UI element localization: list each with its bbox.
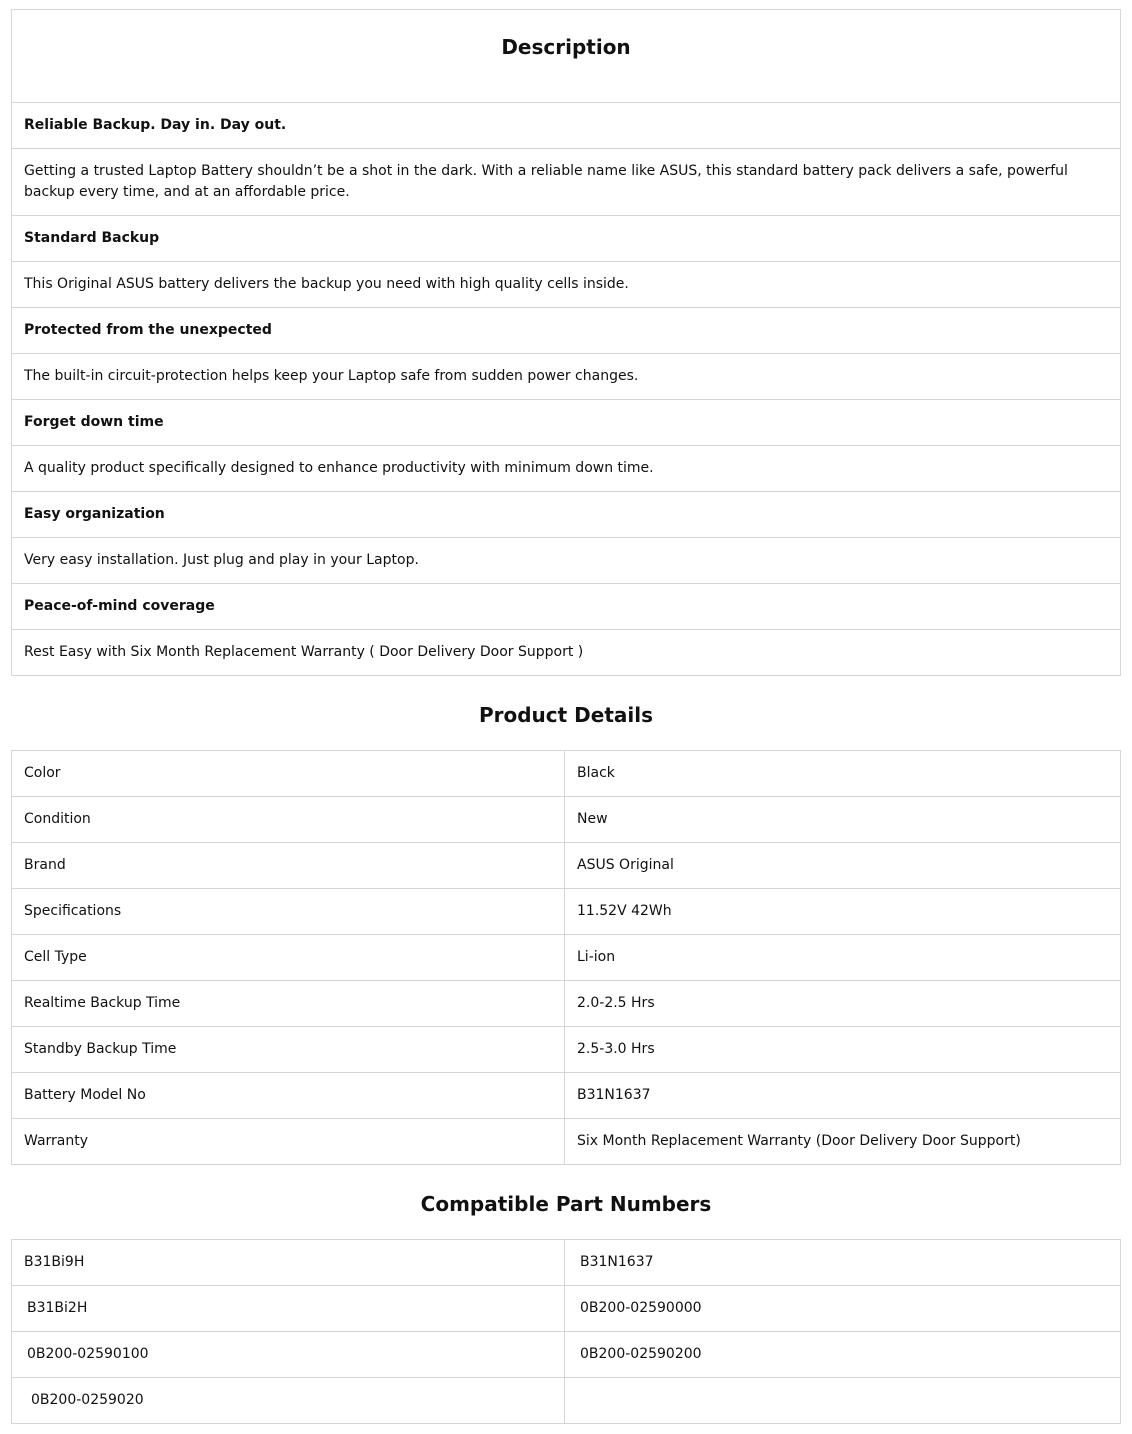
detail-label: Condition [12, 797, 565, 843]
table-row [12, 751, 1121, 797]
part-number: B31Bi2H [12, 1286, 565, 1332]
product-details-title: Product Details [478, 703, 654, 727]
part-number: B31N1637 [565, 1240, 1121, 1286]
description-heading-easy-organization: Easy organization [12, 492, 1121, 538]
table-row [12, 1286, 1121, 1332]
detail-value: Six Month Replacement Warranty (Door Delivery Door Support) [565, 1119, 1121, 1165]
detail-label: Warranty [12, 1119, 565, 1165]
table-row [12, 1240, 1121, 1286]
table-row [12, 1027, 1121, 1073]
description-heading-peace-of-mind: Peace-of-mind coverage [12, 584, 1121, 630]
detail-value: 11.52V 42Wh [565, 889, 1121, 935]
compatible-parts-table [11, 1239, 1121, 1424]
detail-value: 2.5-3.0 Hrs [565, 1027, 1121, 1073]
table-row [12, 1073, 1121, 1119]
description-table [11, 9, 1121, 676]
detail-value: 2.0-2.5 Hrs [565, 981, 1121, 1027]
table-row [12, 1378, 1121, 1424]
detail-label: Battery Model No [12, 1073, 565, 1119]
description-title: Description [12, 10, 1121, 103]
part-number: 0B200-02590200 [565, 1332, 1121, 1378]
table-row [12, 889, 1121, 935]
detail-value: Li-ion [565, 935, 1121, 981]
table-row [12, 1119, 1121, 1165]
table-row [12, 981, 1121, 1027]
description-text-peace-of-mind: Rest Easy with Six Month Replacement Warranty ( Door Delivery Door Support ) [12, 630, 1121, 676]
detail-label: Realtime Backup Time [12, 981, 565, 1027]
description-text-standard-backup: This Original ASUS battery delivers the backup you need with high quality cells inside. [12, 262, 1121, 308]
description-text-reliable-backup: Getting a trusted Laptop Battery shouldn’t be a shot in the dark. With a reliable name like ASUS, this standard battery pack delivers a safe, powerful backup every time, and at an affordable price. [12, 149, 1121, 216]
description-text-easy-organization: Very easy installation. Just plug and play in your Laptop. [12, 538, 1121, 584]
table-row [12, 935, 1121, 981]
table-row [12, 1332, 1121, 1378]
detail-label: Color [12, 751, 565, 797]
table-row [12, 797, 1121, 843]
description-heading-standard-backup: Standard Backup [12, 216, 1121, 262]
detail-value: ASUS Original [565, 843, 1121, 889]
table-row [12, 843, 1121, 889]
description-heading-forget-down-time: Forget down time [12, 400, 1121, 446]
description-text-forget-down-time: A quality product specifically designed to enhance productivity with minimum down time. [12, 446, 1121, 492]
detail-value: Black [565, 751, 1121, 797]
part-number: 0B200-0259020 [12, 1378, 565, 1424]
detail-value: New [565, 797, 1121, 843]
detail-label: Specifications [12, 889, 565, 935]
compatible-parts-title: Compatible Part Numbers [420, 1192, 712, 1216]
part-number: 0B200-02590000 [565, 1286, 1121, 1332]
description-heading-reliable-backup: Reliable Backup. Day in. Day out. [12, 103, 1121, 149]
part-number: B31Bi9H [12, 1240, 565, 1286]
detail-label: Cell Type [12, 935, 565, 981]
detail-label: Standby Backup Time [12, 1027, 565, 1073]
part-number: 0B200-02590100 [12, 1332, 565, 1378]
description-text-protected: The built-in circuit-protection helps keep your Laptop safe from sudden power changes. [12, 354, 1121, 400]
description-heading-protected: Protected from the unexpected [12, 308, 1121, 354]
empty-cell [565, 1378, 1121, 1424]
detail-value: B31N1637 [565, 1073, 1121, 1119]
product-details-table [11, 750, 1121, 1165]
detail-label: Brand [12, 843, 565, 889]
